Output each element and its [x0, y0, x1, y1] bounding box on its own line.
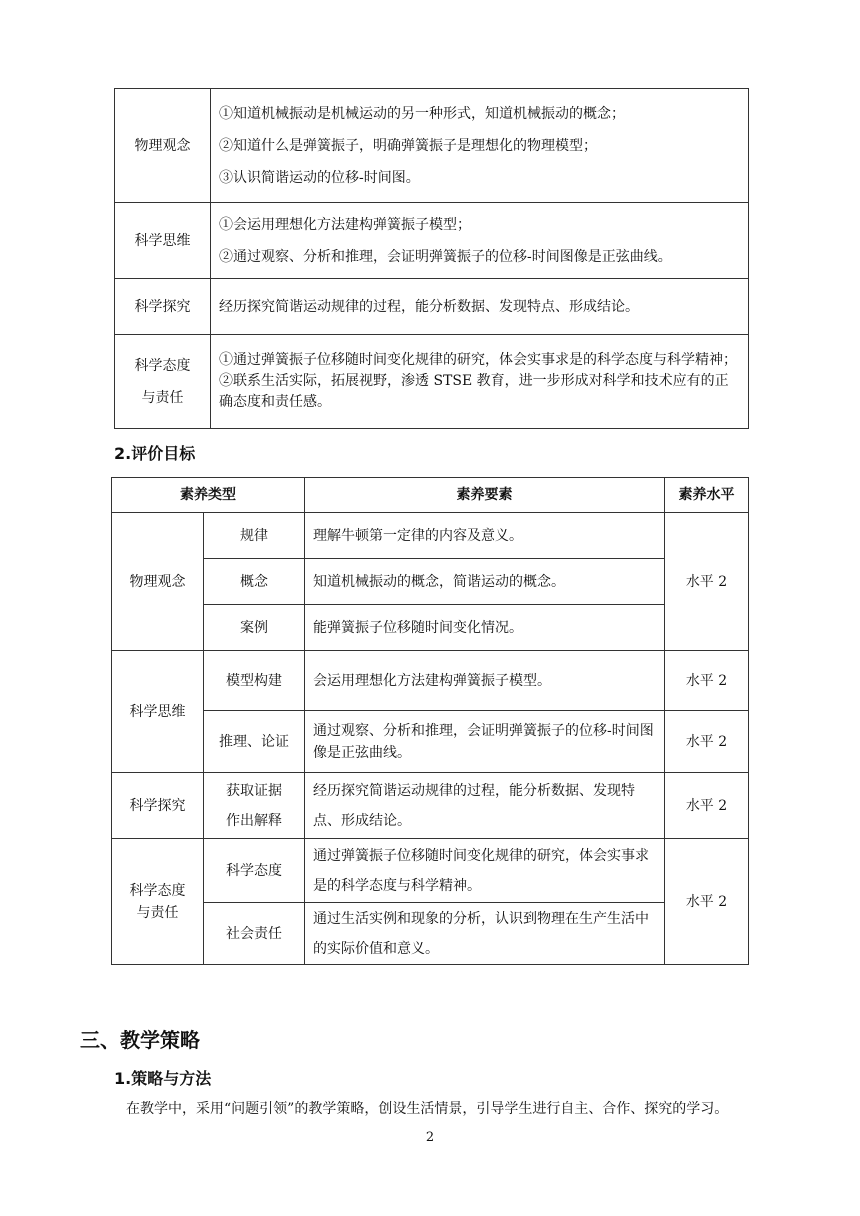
- desc-cell: 知道机械振动的概念，简谐运动的概念。: [305, 559, 665, 605]
- desc-cell: 通过观察、分析和推理，会证明弹簧振子的位移-时间图像是正弦曲线。: [305, 711, 665, 773]
- content-line: ②联系生活实际，拓展视野，渗透 STSE 教育，进一步形成对科学和技术应有的正确态度和责任感。: [219, 373, 729, 410]
- element-cell: 推理、论证: [204, 711, 305, 773]
- desc-cell: 理解牛顿第一定律的内容及意义。: [305, 513, 665, 559]
- table-row: [115, 203, 749, 279]
- level-cell: 水平 2: [665, 839, 749, 965]
- content-line: ③认识简谐运动的位移-时间图。: [219, 169, 420, 186]
- type-cell: 物理观念: [112, 513, 204, 651]
- table-row: [115, 89, 749, 203]
- level-cell: 水平 2: [665, 651, 749, 711]
- eval-heading: 2.评价目标: [114, 444, 196, 463]
- table-row: [112, 651, 749, 711]
- element-line: 作出解释: [226, 812, 282, 829]
- objectives-table: [114, 88, 749, 429]
- level-cell: 水平 2: [665, 773, 749, 839]
- content-line: 经历探究简谐运动规律的过程，能分析数据、发现特点、形成结论。: [219, 298, 639, 315]
- content-line: ①会运用理想化方法建构弹簧振子模型；: [219, 216, 471, 233]
- level-cell: 水平 2: [665, 711, 749, 773]
- category-cell: [115, 335, 211, 429]
- content-cell: [211, 335, 749, 429]
- section-heading: 三、教学策略: [80, 1028, 200, 1052]
- table-header-row: [112, 478, 749, 513]
- content-cell: [211, 279, 749, 335]
- content-cell: [211, 203, 749, 279]
- element-cell: 社会责任: [204, 903, 305, 965]
- table-row: [115, 279, 749, 335]
- page-number: 2: [425, 1130, 435, 1145]
- subsection-heading: 1.策略与方法: [114, 1069, 212, 1088]
- category-line: 科学态度: [134, 357, 191, 374]
- content-cell: [211, 89, 749, 203]
- type-cell: 科学探究: [112, 773, 204, 839]
- category-cell: 科学思维: [115, 203, 211, 279]
- type-line: 科学态度: [129, 882, 186, 899]
- desc-cell: 能弹簧振子位移随时间变化情况。: [305, 605, 665, 651]
- element-cell: [204, 773, 305, 839]
- element-cell: 科学态度: [204, 839, 305, 903]
- header-element: 素养要素: [305, 478, 665, 513]
- content-line: ①知道机械振动是机械运动的另一种形式，知道机械振动的概念；: [219, 105, 625, 122]
- content-line: ②通过观察、分析和推理，会证明弹簧振子的位移-时间图像是正弦曲线。: [219, 248, 672, 265]
- table-row: [112, 605, 749, 651]
- header-type: 素养类型: [112, 478, 305, 513]
- element-cell: 模型构建: [204, 651, 305, 711]
- category-cell: 科学探究: [115, 279, 211, 335]
- content-line: ②知道什么是弹簧振子，明确弹簧振子是理想化的物理模型；: [219, 137, 597, 154]
- header-level: 素养水平: [665, 478, 749, 513]
- desc-cell: 经历探究简谐运动规律的过程，能分析数据、发现特点、形成结论。: [305, 773, 665, 839]
- element-line: 获取证据: [226, 782, 282, 799]
- table-row: [112, 839, 749, 903]
- table-row: [112, 773, 749, 839]
- category-line: 与责任: [141, 389, 184, 406]
- table-row: [112, 711, 749, 773]
- content-line: ①通过弹簧振子位移随时间变化规律的研究，体会实事求是的科学态度与科学精神；: [219, 352, 737, 368]
- desc-cell: 通过生活实例和现象的分析，认识到物理在生产生活中的实际价值和意义。: [305, 903, 665, 965]
- body-paragraph: 在教学中，采用“问题引领”的教学策略，创设生活情景，引导学生进行自主、合作、探究的学习。: [126, 1101, 729, 1117]
- table-row: [112, 513, 749, 559]
- desc-cell: 通过弹簧振子位移随时间变化规律的研究，体会实事求是的科学态度与科学精神。: [305, 839, 665, 903]
- evaluation-table: [111, 477, 749, 965]
- type-cell: [112, 839, 204, 965]
- table-row: [112, 559, 749, 605]
- type-cell: 科学思维: [112, 651, 204, 773]
- table-row: [112, 903, 749, 965]
- element-cell: 概念: [204, 559, 305, 605]
- type-line: 与责任: [136, 904, 179, 921]
- table-row: [115, 335, 749, 429]
- element-cell: 规律: [204, 513, 305, 559]
- level-cell: 水平 2: [665, 513, 749, 651]
- desc-cell: 会运用理想化方法建构弹簧振子模型。: [305, 651, 665, 711]
- category-cell: 物理观念: [115, 89, 211, 203]
- element-cell: 案例: [204, 605, 305, 651]
